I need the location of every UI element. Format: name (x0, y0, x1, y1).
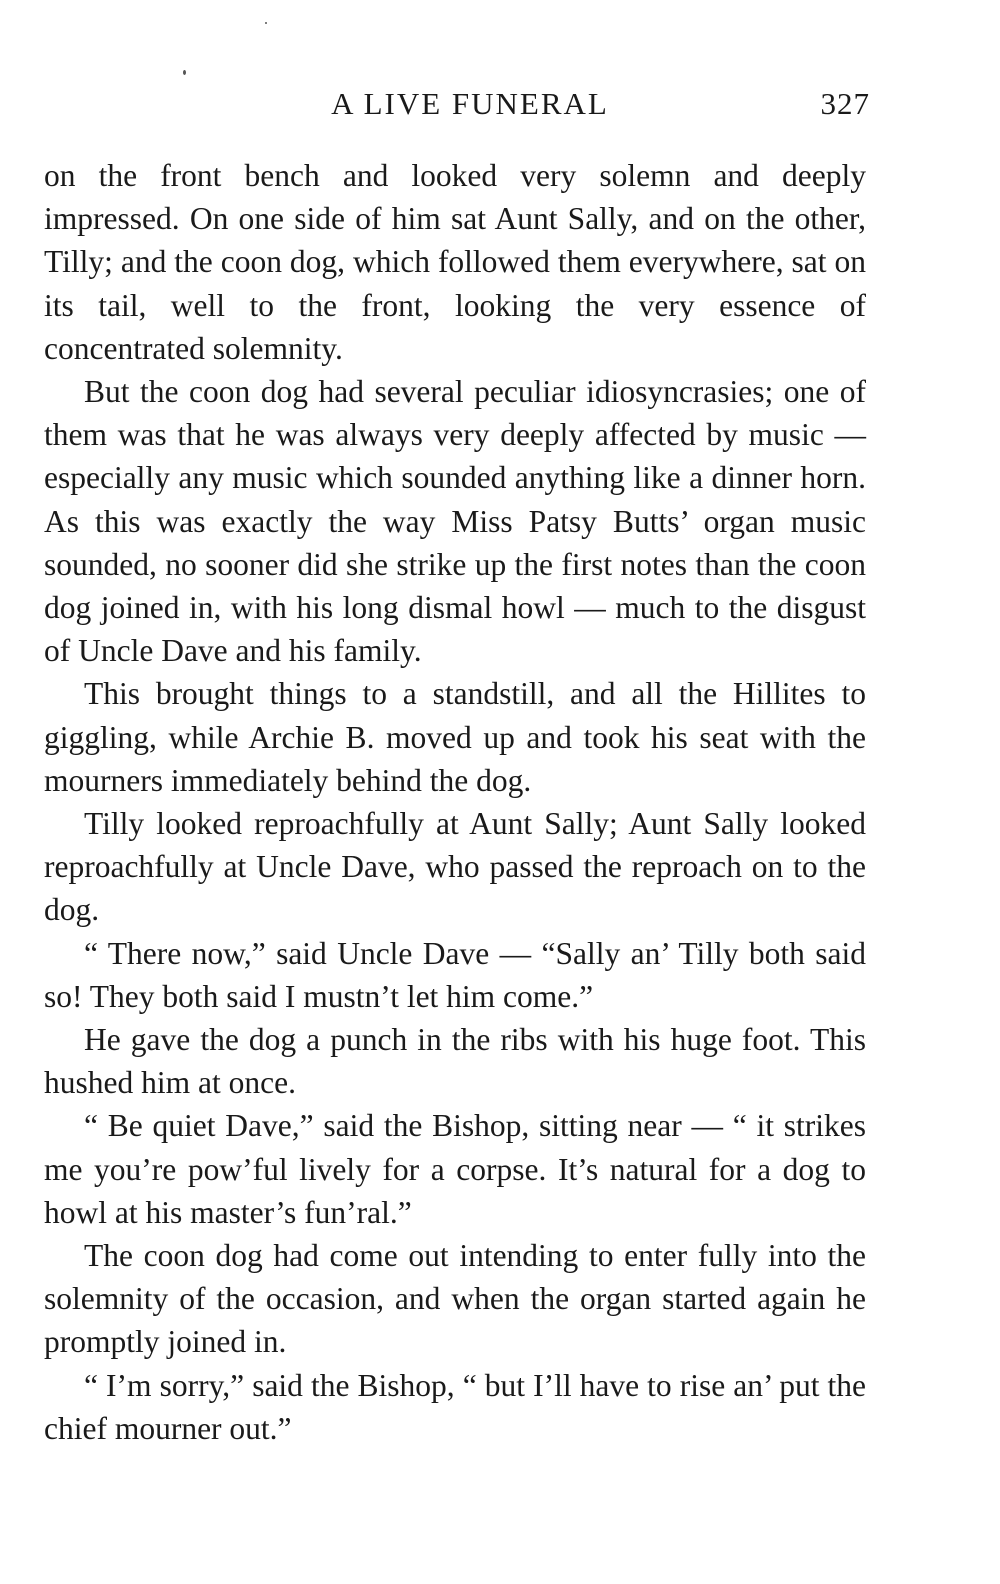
paragraph: The coon dog had come out intending to enter fully into the solemnity of the occasion, and when the organ started again he promptly joined in. (44, 1238, 866, 1360)
page-header (40, 86, 870, 130)
paragraph: Tilly looked reproachfully at Aunt Sally; Aunt Sally looked reproachfully at Uncle Dave, who passed the reproach on to the dog. (44, 806, 866, 928)
running-title: A LIVE FUNERAL (331, 86, 609, 121)
paragraph: “ There now,” said Uncle Dave — “Sally an’ Tilly both said so! They both said I mustn’t let him come.” (44, 935, 866, 1014)
page-number: 327 (820, 86, 870, 121)
print-speck (265, 22, 267, 24)
paragraph: “ I’m sorry,” said the Bishop, “ but I’ll have to rise an’ put the chief mourner out.” (44, 1367, 866, 1446)
paragraph: “ Be quiet Dave,” said the Bishop, sitting near — “ it strikes me you’re pow’ful lively for a corpse. It’s natural for a dog to howl at his master’s fun’ral.” (44, 1108, 866, 1230)
print-speck (183, 70, 186, 75)
paragraph: But the coon dog had several peculiar idiosyncrasies; one of them was that he was always very deeply affected by music — especially any music which sounded anything like a dinner horn. As this was exactly the way Miss Patsy Butts’ organ music sounded, no sooner did she strike up the first notes than the coon dog joined in, with his long dismal howl — much to the disgust of Uncle Dave and his family. (44, 374, 866, 669)
body-text (44, 154, 866, 1450)
paragraph: He gave the dog a punch in the ribs with his huge foot. This hushed him at once. (44, 1022, 866, 1101)
paragraph: on the front bench and looked very solemn and deeply impressed. On one side of him sat Aunt Sally, and on the other, Tilly; and the coon dog, which followed them everywhere, sat on its tail, well to the front, looking the very essence of concentrated solemnity. (44, 158, 866, 366)
paragraph: This brought things to a standstill, and all the Hillites to giggling, while Archie B. moved up and took his seat with the mourners immediately behind the dog. (44, 676, 866, 798)
